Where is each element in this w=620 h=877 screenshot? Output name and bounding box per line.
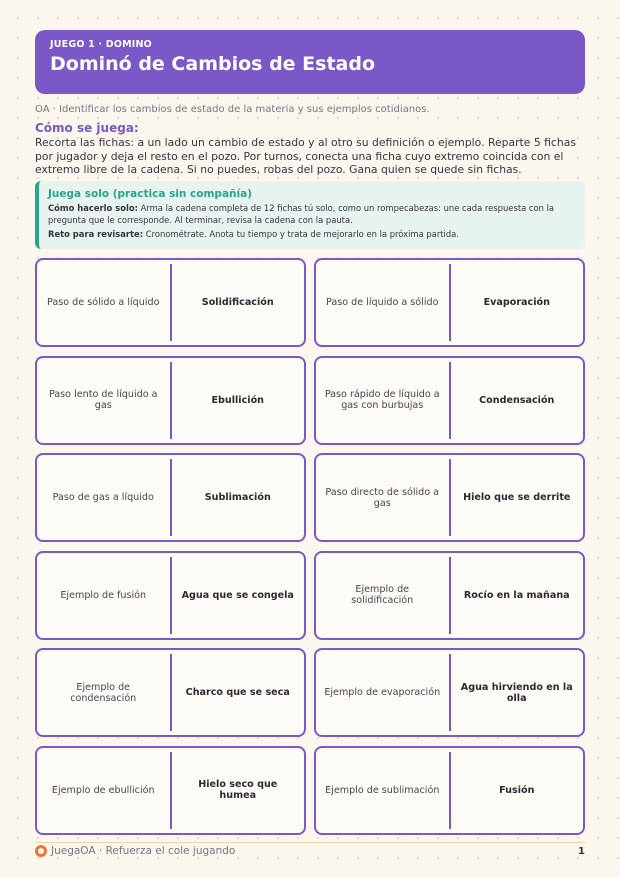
domino-tile[interactable] [35, 746, 306, 835]
tile-right: Fusión [499, 784, 535, 796]
tile-right: Agua hirviendo en la olla [460, 681, 573, 704]
tile-right: Rocío en la mañana [463, 589, 570, 601]
tile-right: Charco que se seca [185, 687, 290, 698]
tile-left: Ejemplo de evaporación [324, 687, 441, 698]
tile-left: Paso rápido de líquido a gas con burbujas [324, 389, 440, 411]
footer-brand-text: JuegaOA · Refuerza el cole jugando [51, 845, 236, 857]
domino-tile[interactable] [314, 356, 585, 445]
tile-right: Condensación [479, 394, 555, 406]
tile-right: Agua que se congela [181, 589, 294, 601]
domino-tile[interactable] [314, 551, 585, 640]
tile-left: Paso directo de sólido a gas [325, 486, 440, 509]
domino-tile[interactable] [35, 648, 306, 737]
tile-left: Ejemplo de ebullición [51, 784, 155, 796]
solo-how [48, 203, 575, 227]
footer [35, 843, 585, 859]
tile-left: Ejemplo de sublimación [325, 784, 440, 796]
tile-right: Ebullición [211, 394, 264, 406]
domino-tile[interactable] [314, 453, 585, 542]
solo-challenge [48, 229, 575, 241]
learning-objective: OA · Identificar los cambios de estado de la materia y sus ejemplos cotidianos. [35, 104, 430, 115]
footer-brand [35, 845, 235, 857]
solo-how-text: Arma la cadena completa de 12 fichas tú solo, como un rompecabezas: une cada respuesta con la pregunta que le corresponde. Al terminar, revisa la cadena con la pauta. [48, 203, 555, 225]
game-kicker: JUEGO 1 · DOMINO [50, 39, 152, 50]
solo-title: Juega solo (practica sin compañía) [48, 188, 252, 200]
domino-tile[interactable] [35, 258, 306, 347]
domino-tile[interactable] [314, 746, 585, 835]
tile-right: Evaporación [483, 297, 550, 308]
domino-tile[interactable] [314, 648, 585, 737]
domino-tile[interactable] [314, 258, 585, 347]
tile-left: Paso de líquido a sólido [326, 297, 439, 308]
orange-ring-icon [35, 845, 47, 857]
tile-right: Solidificación [201, 297, 274, 308]
title-banner [35, 30, 585, 94]
tile-left: Ejemplo de fusión [60, 589, 147, 601]
how-to-text: Recorta las fichas: a un lado un cambio de estado y al otro su definición o ejemplo. Reparte 5 fichas por jugador y deja el resto en el pozo. Por turnos, conecta una ficha cuyo extremo coincida con el extremo libre de la cadena. Si no puedes, robas del pozo. Gana quien se quede sin fichas. [35, 136, 576, 177]
solo-play-box [35, 181, 585, 249]
tile-left: Paso de gas a líquido [52, 492, 154, 503]
tile-left: Ejemplo de solidificación [351, 584, 414, 606]
tile-right: Sublimación [204, 492, 271, 503]
tile-right: Hielo que se derrite [463, 492, 571, 503]
solo-challenge-text: Cronométrate. Anota tu tiempo y trata de mejorarlo en la próxima partida. [143, 228, 459, 239]
tile-right: Hielo seco que humea [198, 779, 278, 801]
page-title: Dominó de Cambios de Estado [50, 53, 376, 75]
tile-left: Paso de sólido a líquido [47, 297, 160, 308]
tile-left: Paso lento de líquido a gas [48, 389, 158, 411]
domino-tile[interactable] [35, 551, 306, 640]
tile-left: Ejemplo de condensación [70, 681, 137, 704]
page-number: 1 [578, 845, 585, 857]
solo-how-label: Cómo hacerlo solo: [48, 203, 138, 213]
solo-challenge-label: Reto para revisarte: [48, 228, 144, 239]
domino-tile[interactable] [35, 453, 306, 542]
how-to-heading: Cómo se juega: [35, 121, 139, 135]
domino-tile[interactable] [35, 356, 306, 445]
